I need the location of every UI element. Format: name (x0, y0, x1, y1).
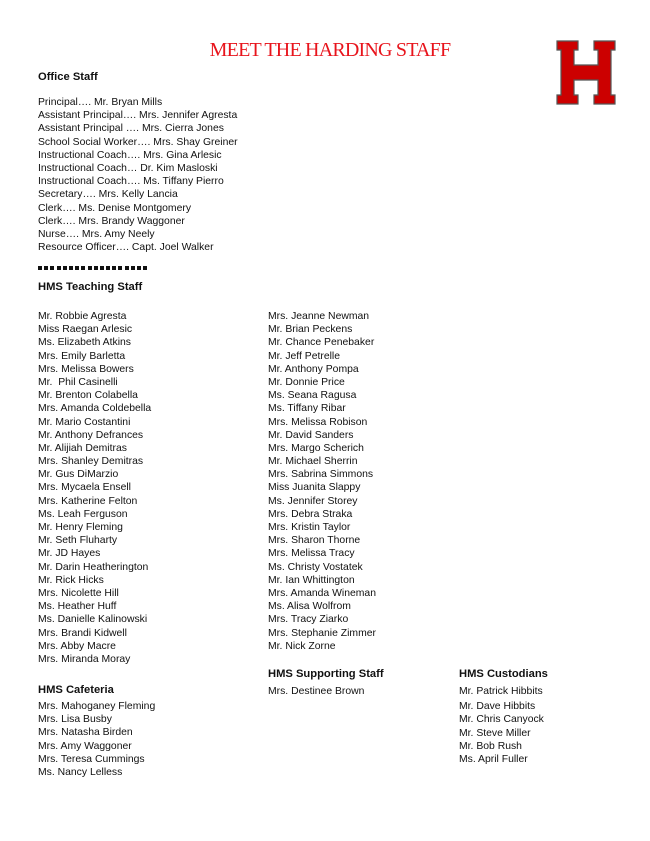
list-item: Mrs. Katherine Felton (38, 495, 138, 507)
list-item: Ms. Heather Huff (38, 601, 117, 613)
list-item: Mrs. Stephanie Zimmer (268, 627, 376, 639)
supporting-staff-heading: HMS Supporting Staff (268, 668, 384, 680)
dotted-divider (38, 263, 149, 272)
list-item: Mr. Patrick Hibbits (459, 686, 543, 697)
page-title: MEET THE HARDING STAFF (209, 39, 451, 61)
list-item: Mr. Gus DiMarzio (38, 469, 119, 481)
list-item: Miss Raegan Arlesic (38, 324, 133, 336)
list-item: Mr. Donnie Price (268, 376, 345, 388)
list-item: Mr. Darin Heatherington (38, 561, 149, 573)
list-item: Instructional Coach… Dr. Kim Masloski (38, 162, 218, 174)
list-item: Mrs. Debra Straka (268, 508, 353, 520)
list-item: Mr. Ian Whittington (268, 574, 355, 586)
list-item: Mr. Dave Hibbits (459, 701, 536, 713)
list-item: Mr. Nick Zorne (268, 640, 336, 652)
list-item: Mrs. Brandi Kidwell (38, 627, 127, 639)
list-item: Assistant Principal …. Mrs. Cierra Jones (38, 123, 224, 135)
divider-dot (131, 266, 135, 270)
divider-dot (112, 266, 116, 270)
list-item: Mrs. Melissa Bowers (38, 363, 134, 375)
list-item: School Social Worker…. Mrs. Shay Greiner (38, 136, 238, 148)
divider-dot (44, 266, 48, 270)
divider-dot (118, 266, 122, 270)
divider-dot (88, 266, 92, 270)
supporting-staff-list (268, 685, 364, 698)
list-item: Mrs. Abby Macre (38, 640, 116, 652)
list-item: Mr. Phil Casinelli (38, 376, 118, 388)
list-item: Mr. Rick Hicks (38, 574, 104, 586)
harding-h-logo (556, 40, 616, 105)
list-item: Instructional Coach…. Ms. Tiffany Pierro (38, 176, 224, 188)
list-item: Ms. Seana Ragusa (268, 390, 357, 402)
list-item: Mr. Michael Sherrin (268, 456, 358, 468)
list-item: Resource Officer…. Capt. Joel Walker (38, 242, 214, 254)
list-item: Mrs. Miranda Moray (38, 653, 131, 665)
list-item: Ms. Elizabeth Atkins (38, 337, 131, 349)
list-item: Ms. Jennifer Storey (268, 495, 358, 507)
list-item: Clerk…. Mrs. Brandy Waggoner (38, 215, 185, 227)
teaching-staff-column-1 (38, 310, 151, 666)
list-item: Mr. Chance Penebaker (268, 337, 375, 349)
divider-dot (125, 266, 129, 270)
list-item: Mrs. Sabrina Simmons (268, 469, 374, 481)
list-item: Mrs. Jeanne Newman (268, 311, 370, 322)
list-item: Mr. Jeff Petrelle (268, 350, 340, 362)
list-item: Nurse…. Mrs. Amy Neely (38, 228, 155, 240)
list-item: Mrs. Emily Barletta (38, 350, 126, 362)
list-item: Mrs. Amanda Coldebella (38, 403, 152, 415)
divider-dot (63, 266, 67, 270)
list-item: Assistant Principal…. Mrs. Jennifer Agresta (38, 110, 238, 122)
divider-dot (75, 266, 79, 270)
office-staff-heading: Office Staff (38, 71, 98, 83)
list-item: Mr. Henry Fleming (38, 522, 123, 533)
list-item: Mrs. Natasha Birden (38, 727, 133, 739)
list-item: Secretary…. Mrs. Kelly Lancia (38, 189, 178, 201)
teaching-staff-column-2 (268, 310, 376, 653)
list-item: Mr. JD Hayes (38, 548, 101, 560)
list-item: Instructional Coach…. Mrs. Gina Arlesic (38, 149, 222, 161)
list-item: Mrs. Amy Waggoner (38, 740, 132, 752)
list-item: Mr. Robbie Agresta (38, 311, 127, 322)
custodians-list (459, 685, 544, 766)
cafeteria-list (38, 700, 155, 779)
list-item: Mr. Chris Canyock (459, 714, 544, 726)
divider-dot (94, 266, 98, 270)
list-item: Mrs. Melissa Robison (268, 416, 368, 428)
divider-dot (106, 266, 110, 270)
divider-dot (143, 266, 147, 270)
list-item: Mrs. Shanley Demitras (38, 456, 144, 468)
list-item: Ms. April Fuller (459, 753, 528, 765)
list-item: Mrs. Margo Scherich (268, 442, 364, 454)
list-item: Mrs. Lisa Busby (38, 714, 112, 726)
list-item: Mr. Steve Miller (459, 727, 531, 739)
list-item: Mr. David Sanders (268, 429, 354, 441)
list-item: Mrs. Melissa Tracy (268, 548, 355, 560)
list-item: Mr. Alijiah Demitras (38, 442, 127, 454)
office-staff-list (38, 96, 238, 254)
list-item: Mrs. Nicolette Hill (38, 587, 119, 599)
list-item: Clerk…. Ms. Denise Montgomery (38, 202, 192, 214)
list-item: Mr. Anthony Defrances (38, 429, 144, 441)
list-item: Mrs. Tracy Ziarko (268, 614, 349, 626)
list-item: Mrs. Mycaela Ensell (38, 482, 131, 494)
divider-dot (50, 266, 54, 270)
divider-dot (100, 266, 104, 270)
list-item: Ms. Alisa Wolfrom (268, 601, 351, 613)
divider-dot (38, 266, 42, 270)
list-item: Ms. Leah Ferguson (38, 508, 128, 520)
list-item: Mrs. Amanda Wineman (268, 587, 376, 599)
list-item: Mrs. Sharon Thorne (268, 535, 361, 547)
list-item: Mr. Brian Peckens (268, 324, 353, 336)
list-item: Mr. Bob Rush (459, 740, 522, 752)
list-item: Ms. Nancy Lelless (38, 766, 123, 778)
list-item: Mr. Mario Costantini (38, 416, 131, 428)
list-item: Mrs. Mahoganey Fleming (38, 701, 156, 712)
list-item: Mr. Anthony Pompa (268, 363, 359, 375)
list-item: Ms. Christy Vostatek (268, 561, 363, 573)
list-item: Principal…. Mr. Bryan Mills (38, 97, 163, 108)
list-item: Mr. Brenton Colabella (38, 390, 138, 402)
custodians-heading: HMS Custodians (459, 668, 548, 680)
list-item: Ms. Danielle Kalinowski (38, 614, 148, 626)
list-item: Miss Juanita Slappy (268, 482, 361, 494)
divider-dot (57, 266, 61, 270)
divider-dot (81, 266, 85, 270)
list-item: Mrs. Teresa Cummings (38, 753, 145, 765)
list-item: Mr. Seth Fluharty (38, 535, 118, 547)
cafeteria-heading: HMS Cafeteria (38, 684, 114, 696)
teaching-staff-heading: HMS Teaching Staff (38, 281, 143, 293)
list-item: Ms. Tiffany Ribar (268, 403, 346, 415)
divider-dot (69, 266, 73, 270)
list-item: Mrs. Destinee Brown (268, 686, 365, 697)
list-item: Mrs. Kristin Taylor (268, 522, 351, 533)
divider-dot (137, 266, 141, 270)
